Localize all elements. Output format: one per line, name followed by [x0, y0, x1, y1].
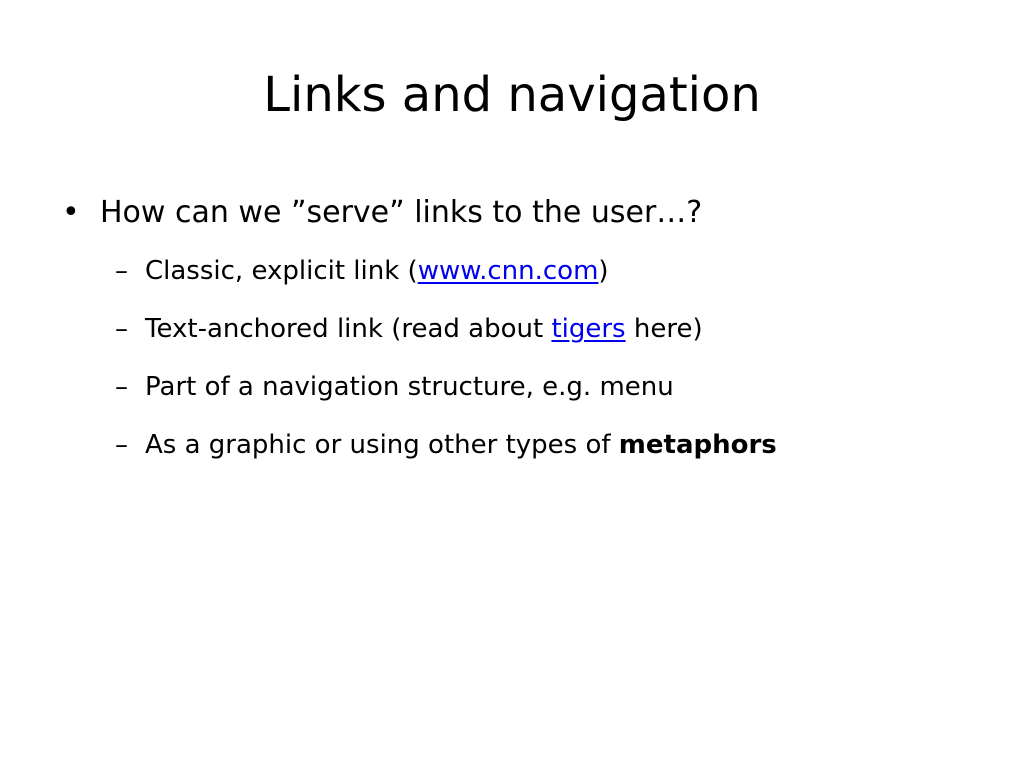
- dash-icon: –: [115, 372, 128, 402]
- bullet-text-main: How can we ”serve” links to the user…?: [100, 195, 703, 230]
- cnn-link[interactable]: www.cnn.com: [417, 256, 599, 286]
- bullet-item-main: [60, 188, 980, 238]
- sub-item-text-end: here): [625, 314, 703, 344]
- sub-item-graphic-metaphors: [60, 416, 980, 474]
- sub-bullet-list: [60, 242, 980, 474]
- dash-icon: –: [115, 314, 128, 344]
- sub-item-text: As a graphic or using other types of: [145, 430, 619, 460]
- dash-icon: –: [115, 256, 128, 286]
- sub-item-navigation-structure: [60, 358, 980, 416]
- bullet-dot-icon: •: [62, 195, 80, 230]
- sub-item-text: Text-anchored link (read about: [145, 314, 552, 344]
- metaphors-bold-text: metaphors: [618, 430, 777, 460]
- tigers-link[interactable]: tigers: [551, 314, 626, 344]
- dash-icon: –: [115, 430, 128, 460]
- sub-item-classic-link: [60, 242, 980, 300]
- slide-content: [60, 188, 980, 474]
- sub-item-text: Classic, explicit link (: [145, 256, 418, 286]
- sub-item-text-anchored-link: [60, 300, 980, 358]
- sub-item-text-end: ): [598, 256, 609, 286]
- sub-item-text: Part of a navigation structure, e.g. menu: [145, 372, 674, 402]
- slide-title: Links and navigation: [263, 67, 761, 123]
